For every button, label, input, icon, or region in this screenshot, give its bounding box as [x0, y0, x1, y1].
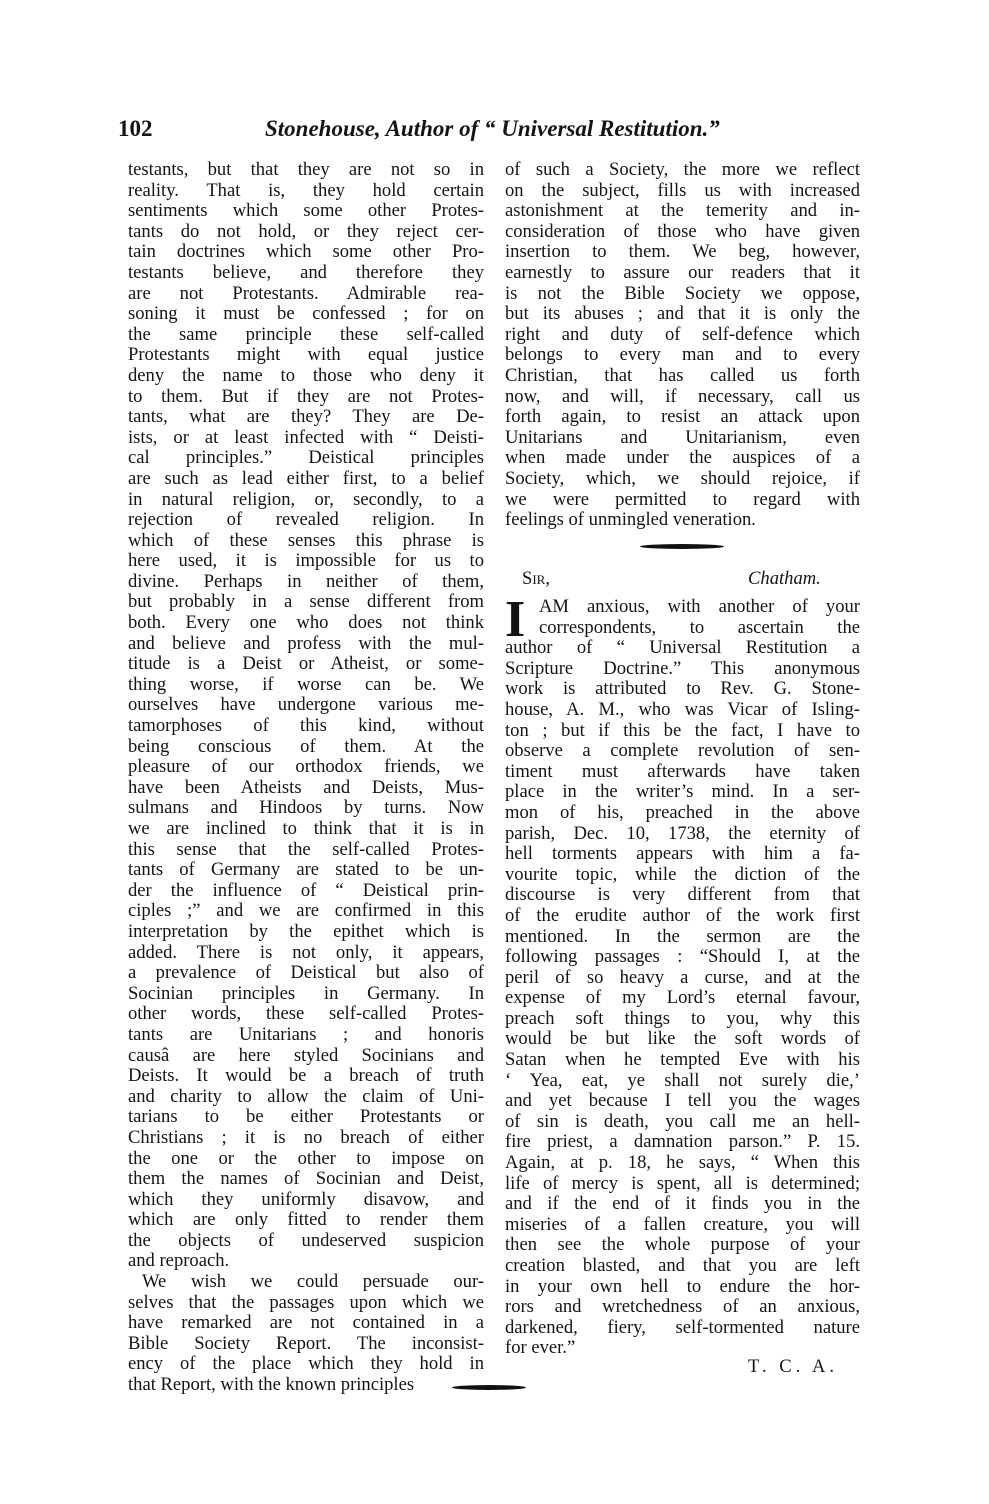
- text-line: ists, or at least infected with “ Deisti-: [128, 427, 484, 448]
- text-line: observe a complete revolution of sen-: [505, 741, 860, 762]
- text-line: pleasure of our orthodox friends, we: [128, 757, 484, 778]
- text-line: a prevalence of Deistical but also of: [128, 963, 484, 984]
- text-line: Protestants might with equal justice: [128, 345, 484, 366]
- text-line: of the erudite author of the work first: [505, 905, 860, 926]
- text-line: is not the Bible Society we oppose,: [505, 283, 860, 304]
- text-line: rejection of revealed religion. In: [128, 510, 484, 531]
- text-line: life of mercy is spent, all is determined;: [505, 1173, 860, 1194]
- text-line: mentioned. In the sermon are the: [505, 926, 860, 947]
- text-line: and believe and profess with the mul-: [128, 633, 484, 654]
- text-line: the one or the other to impose on: [128, 1148, 484, 1169]
- drop-cap: I: [505, 591, 526, 648]
- text-line: when made under the auspices of a: [505, 448, 860, 469]
- text-line: creation blasted, and that you are left: [505, 1256, 860, 1276]
- text-line: forth again, to resist an attack upon: [505, 407, 860, 428]
- text-line: place in the writer’s mind. In a ser-: [505, 782, 860, 803]
- text-line: have been Atheists and Deists, Mus-: [128, 777, 484, 798]
- letter-signature: T. C. A.: [748, 1356, 839, 1377]
- text-line: and reproach.: [128, 1251, 230, 1272]
- text-line: tain doctrines which some other Pro-: [128, 242, 484, 263]
- text-line: that Report, with the known principles: [128, 1375, 415, 1396]
- text-line: Again, at p. 18, he says, “ When this: [505, 1153, 860, 1174]
- text-line: the same principle these self-called: [128, 324, 484, 345]
- text-line: ‘ Yea, eat, ye shall not surely die,’: [505, 1070, 860, 1091]
- text-line: Scripture Doctrine.” This anonymous: [505, 658, 860, 679]
- text-line: expense of my Lord’s eternal favour,: [505, 988, 860, 1009]
- text-line: correspondents, to ascertain the: [539, 617, 860, 638]
- text-line: which they uniformly disavow, and: [128, 1189, 484, 1210]
- page-number: 102: [118, 116, 153, 141]
- text-line: on the subject, fills us with increased: [505, 180, 860, 201]
- text-line: testants believe, and therefore they: [128, 262, 484, 283]
- text-line: are not Protestants. Admirable rea-: [128, 283, 484, 304]
- text-line: feelings of unmingled veneration.: [505, 510, 756, 531]
- letter-body: [505, 591, 860, 1359]
- text-line: sulmans and Hindoos by turns. Now: [128, 798, 484, 819]
- text-line: hell torments appears with him a fa-: [505, 844, 860, 865]
- text-line: tarians to be either Protestants or: [128, 1107, 484, 1128]
- text-line: tamorphoses of this kind, without: [128, 716, 484, 737]
- text-line: right and duty of self-defence which: [505, 324, 860, 345]
- text-line: for ever.”: [505, 1338, 576, 1359]
- text-line: Christian, that has called us forth: [505, 365, 860, 386]
- text-line: mon of his, preached in the above: [505, 802, 860, 823]
- text-line: vourite topic, while the diction of the: [505, 864, 860, 885]
- text-line: being conscious of them. At the: [128, 736, 484, 757]
- text-line: timent must afterwards have taken: [505, 761, 860, 782]
- text-line: of such a Society, the more we reflect: [505, 160, 860, 180]
- text-line: to them. But if they are not Protes-: [128, 386, 484, 407]
- text-line: and charity to allow the claim of Uni-: [128, 1086, 484, 1107]
- text-line: consideration of those who have given: [505, 221, 860, 242]
- text-line: tants, what are they? They are De-: [128, 407, 484, 428]
- text-line: cal principles.” Deistical principles: [128, 448, 484, 469]
- text-line: reality. That is, they hold certain: [128, 180, 484, 201]
- text-line: house, A. M., who was Vicar of Isling-: [505, 699, 860, 720]
- text-line: discourse is very different from that: [505, 885, 860, 906]
- bottom-divider-rule: [452, 1385, 526, 1390]
- text-line: ency of the place which they hold in: [128, 1354, 484, 1375]
- text-line: darkened, fiery, self-tormented nature: [505, 1317, 860, 1338]
- text-line: interpretation by the epithet which is: [128, 921, 484, 942]
- text-line: fire priest, a damnation parson.” P. 15.: [505, 1132, 860, 1153]
- text-line: ciples ;” and we are confirmed in this: [128, 901, 484, 922]
- text-line: divine. Perhaps in neither of them,: [128, 571, 484, 592]
- text-line: of sin is death, you call me an hell-: [505, 1111, 860, 1132]
- running-title: Stonehouse, Author of “ Universal Restitution.”: [265, 116, 720, 141]
- section-divider-rule: [640, 544, 724, 549]
- text-line: peril of so heavy a curse, and at the: [505, 967, 860, 988]
- text-line: Society, which, we should rejoice, if: [505, 468, 860, 489]
- text-line: which of these senses this phrase is: [128, 530, 484, 551]
- text-line: earnestly to assure our readers that it: [505, 262, 860, 283]
- text-line: but its abuses ; and that it is only the: [505, 304, 860, 325]
- text-line: here used, it is impossible for us to: [128, 551, 484, 572]
- text-line: selves that the passages upon which we: [128, 1292, 484, 1313]
- text-line: rors and wretchedness of an anxious,: [505, 1297, 860, 1318]
- letter-place: Chatham.: [748, 568, 821, 589]
- text-line: astonishment at the temerity and in-: [505, 201, 860, 222]
- text-line: tants of Germany are stated to be un-: [128, 860, 484, 881]
- text-line: causâ are here styled Socinians and: [128, 1045, 484, 1066]
- text-line: AM anxious, with another of your: [539, 597, 860, 617]
- text-line: we were permitted to regard with: [505, 489, 860, 510]
- text-line: ourselves have undergone various me-: [128, 695, 484, 716]
- page-header: [0, 116, 989, 152]
- text-line: parish, Dec. 10, 1738, the eternity of: [505, 823, 860, 844]
- text-line: added. There is not only, it appears,: [128, 942, 484, 963]
- text-line: have remarked are not contained in a: [128, 1313, 484, 1334]
- text-line: and yet because I tell you the wages: [505, 1091, 860, 1112]
- text-line: der the influence of “ Deistical prin-: [128, 880, 484, 901]
- text-line: Deists. It would be a breach of truth: [128, 1066, 484, 1087]
- text-line: ton ; but if this be the fact, I have to: [505, 720, 860, 741]
- text-line: Christians ; it is no breach of either: [128, 1127, 484, 1148]
- text-line: Satan when he tempted Eve with his: [505, 1050, 860, 1071]
- text-line: are such as lead either first, to a belief: [128, 468, 484, 489]
- text-line: belongs to every man and to every: [505, 345, 860, 366]
- text-line: miseries of a fallen creature, you will: [505, 1214, 860, 1235]
- text-line: now, and will, if necessary, call us: [505, 386, 860, 407]
- text-line: insertion to them. We beg, however,: [505, 242, 860, 263]
- text-line: preach soft things to you, why this: [505, 1008, 860, 1029]
- text-line: thing worse, if worse can be. We: [128, 674, 484, 695]
- text-line: them the names of Socinian and Deist,: [128, 1169, 484, 1190]
- text-line: work is attributed to Rev. G. Stone-: [505, 679, 860, 700]
- text-line: author of “ Universal Restitution a: [505, 638, 860, 659]
- right-column: [505, 160, 860, 531]
- left-column: [128, 160, 484, 1396]
- letter-salutation: Sir,: [522, 568, 550, 589]
- text-line: tants are Unitarians ; and honoris: [128, 1024, 484, 1045]
- text-line: tants do not hold, or they reject cer-: [128, 221, 484, 242]
- text-line: but probably in a sense different from: [128, 592, 484, 613]
- text-line: the objects of undeserved suspicion: [128, 1230, 484, 1251]
- text-line: titude is a Deist or Atheist, or some-: [128, 654, 484, 675]
- text-line: other words, these self-called Protes-: [128, 1004, 484, 1025]
- text-line: in your own hell to endure the hor-: [505, 1276, 860, 1297]
- text-line: testants, but that they are not so in: [128, 160, 484, 180]
- text-line: both. Every one who does not think: [128, 613, 484, 634]
- text-line: would be but like the soft words of: [505, 1029, 860, 1050]
- text-line: Socinian principles in Germany. In: [128, 983, 484, 1004]
- text-line: soning it must be confessed ; for on: [128, 304, 484, 325]
- text-line: which are only fitted to render them: [128, 1210, 484, 1231]
- text-line: deny the name to those who deny it: [128, 365, 484, 386]
- text-line: this sense that the self-called Protes-: [128, 839, 484, 860]
- text-line: Unitarians and Unitarianism, even: [505, 427, 860, 448]
- text-line: Bible Society Report. The inconsist-: [128, 1333, 484, 1354]
- text-line: sentiments which some other Protes-: [128, 201, 484, 222]
- text-line: in natural religion, or, secondly, to a: [128, 489, 484, 510]
- text-line: following passages : “Should I, at the: [505, 947, 860, 968]
- text-line: We wish we could persuade our-: [142, 1272, 484, 1293]
- text-line: we are inclined to think that it is in: [128, 819, 484, 839]
- text-line: and if the end of it finds you in the: [505, 1194, 860, 1215]
- text-line: then see the whole purpose of your: [505, 1235, 860, 1256]
